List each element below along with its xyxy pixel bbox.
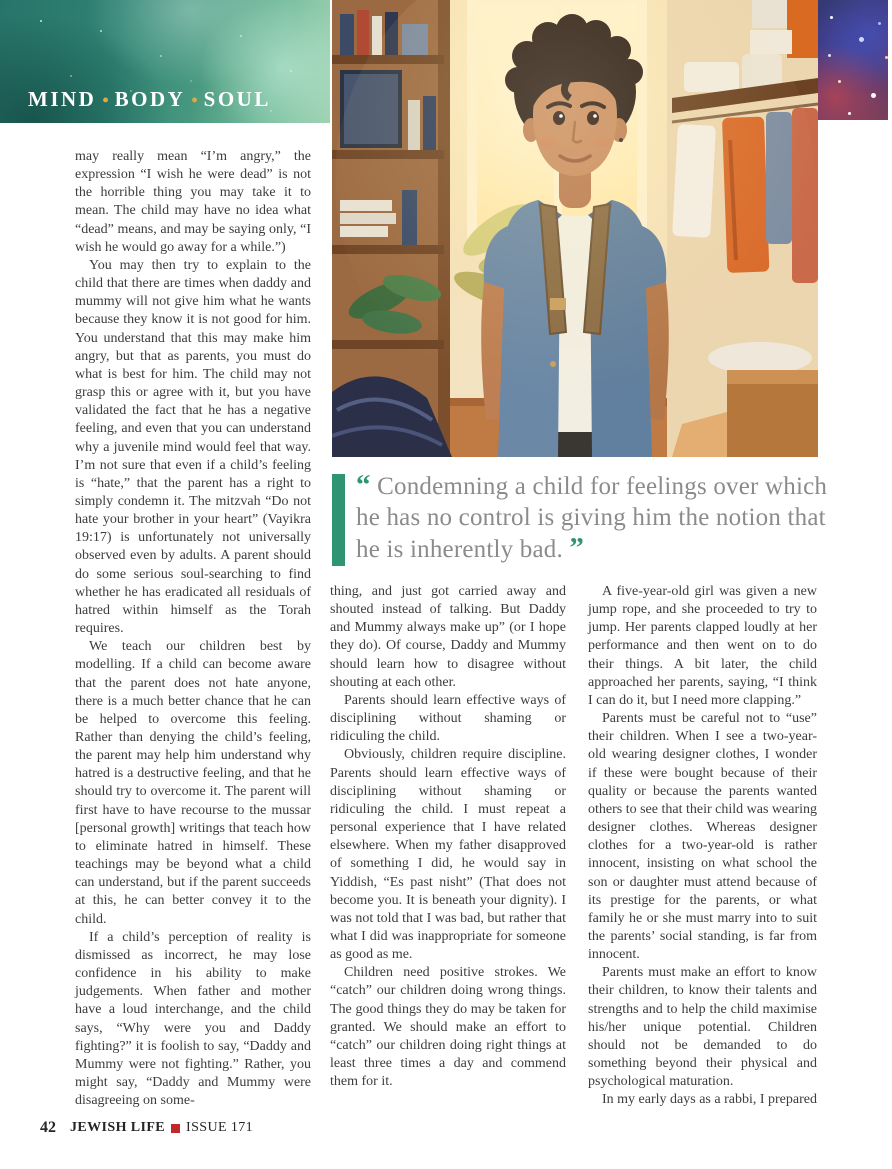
page-footer xyxy=(40,1119,253,1137)
pull-quote-accent-bar xyxy=(332,474,345,566)
section-title-word: SOUL xyxy=(203,87,271,111)
open-quote-icon: “ xyxy=(356,469,371,501)
pull-quote xyxy=(332,470,834,565)
section-title-word: BODY xyxy=(114,87,186,111)
body-paragraph: If a child’s perception of reality is dismissed as incorrect, he may lose confidence in his ability to make judgements. When father and mother have a loud interchange, and the child says, “Why were you and Daddy fighting?” it is foolish to say, “Daddy and Mummy were not fighting.” Rather, you might say, “Daddy and Mummy were disagreeing on some- xyxy=(75,929,311,1109)
body-paragraph: Children need positive strokes. We “catch” our children doing wrong things. The good things they do may be taken for granted. We should make an effort to “catch” our children doing right things at least three times a day and commend them for it. xyxy=(330,965,566,1090)
boy-in-room-illustration xyxy=(332,0,818,457)
bullet-separator: • xyxy=(191,90,198,110)
boy-illustration-svg xyxy=(332,0,818,457)
body-paragraph: Obviously, children require discipline. Parents should learn effective ways of disciplining without shaming or ridiculing the child. I must repeat a personal experience that I have related elsewhere. When my father disapproved of something I did, he would say in Yiddish, “Es past nisht” (That does not become you. It is beneath your dignity). I was not told that I was bad, but rather that what I did was inappropriate for someone as good as me. xyxy=(330,747,566,963)
close-quote-icon: ” xyxy=(569,532,585,564)
article-column-middle xyxy=(330,583,566,1091)
body-paragraph: thing, and just got carried away and shouted instead of talking. But Daddy and Mummy always make up” (or I hope they do). Of course, Daddy and Mummy should learn how to disagree without shouting at each other. xyxy=(330,584,566,690)
body-paragraph: A five-year-old girl was given a new jump rope, and she proceeded to try to jump. Her parents clapped loudly at her performance and then went on to do their things. A bit later, the child approached her parents, saying, “I think I can do it, but I need more clapping.” xyxy=(588,584,817,708)
body-paragraph: You may then try to explain to the child that there are times when daddy and mummy will not give him what he wants because they know it is not good for him. You understand that this may make him angry, but that as parents, you must do what is best for him. The child may not grasp this or agree with it, but you have validated the fact that he has a negative feeling, and even that you can understand why a juvenile mind would feel that way. I’m not sure that even if a child’s feeling is “hate,” that the parent has a right to simply condemn it. The mitzvah “Do not hate your brother in your heart” (Vayikra 19:17) is unfortunately not universally observed even by adults. A parent should do some serious soul-searching to find whether he has eradicated all residuals of hatred within himself as the Torah requires. xyxy=(75,257,311,637)
pull-quote-body: Condemning a child for feelings over which he has no control is giving him the notion that he is inherently bad. xyxy=(356,473,828,563)
galaxy-image-strip xyxy=(818,0,888,120)
issue-number: ISSUE 171 xyxy=(186,1120,254,1135)
body-paragraph: In my early days as a rabbi, I prepared xyxy=(602,1092,817,1108)
section-banner xyxy=(0,0,330,123)
magazine-name: JEWISH LIFE xyxy=(70,1120,166,1135)
body-paragraph: Parents should learn effective ways of disciplining without shaming or ridiculing the child. xyxy=(330,692,566,745)
pull-quote-text xyxy=(356,470,834,565)
red-square-icon xyxy=(171,1124,180,1133)
section-title-word: MIND xyxy=(28,87,97,111)
body-paragraph: may really mean “I’m angry,” the expression “I wish he were dead” is not the horrible thing you may take it to mean. The child may have no idea what “dead” means, and may be saying only, “I wish he would go away for a while.”) xyxy=(75,149,311,255)
section-title xyxy=(28,87,271,112)
body-paragraph: Parents must make an effort to know their children, to know their talents and strengths and to help the child maximise his/her unique potential. Children should not be demanded to do something beyond their physical and psychological maturation. xyxy=(588,965,817,1090)
page-number: 42 xyxy=(40,1119,56,1136)
body-paragraph: Parents must be careful not to “use” their children. When I see a two-year-old wearing designer clothes, I wonder if these were bought because of their quality or because the parents wanted others to see that their child was wearing designer clothes. Whereas designer clothes for a two-year-old is rather innocent, insisting on what school the son or daughter must attend because of its prestige for the parents, or what family he or she must marry into to suit the parents’ social standing, is far from innocent. xyxy=(588,711,817,963)
article-column-left xyxy=(75,148,311,1110)
body-paragraph: We teach our children best by modelling. If a child can become aware that the parent does not hate anyone, there is a much better chance that he can be helped to overcome this feeling. Rather than denying the child’s feeling, the parent may help him understand why hatred is a destructive feeling, and that he should try to overcome it. The parent will first have to have recourse to the mussar [personal growth] writings that teach how to eliminate hatred in himself. These teachings may be beyond what a child can understand, but if the parent succeeds at this, he can better convey it to the child. xyxy=(75,639,311,927)
article-column-right xyxy=(588,583,817,1110)
bullet-separator: • xyxy=(102,90,109,110)
